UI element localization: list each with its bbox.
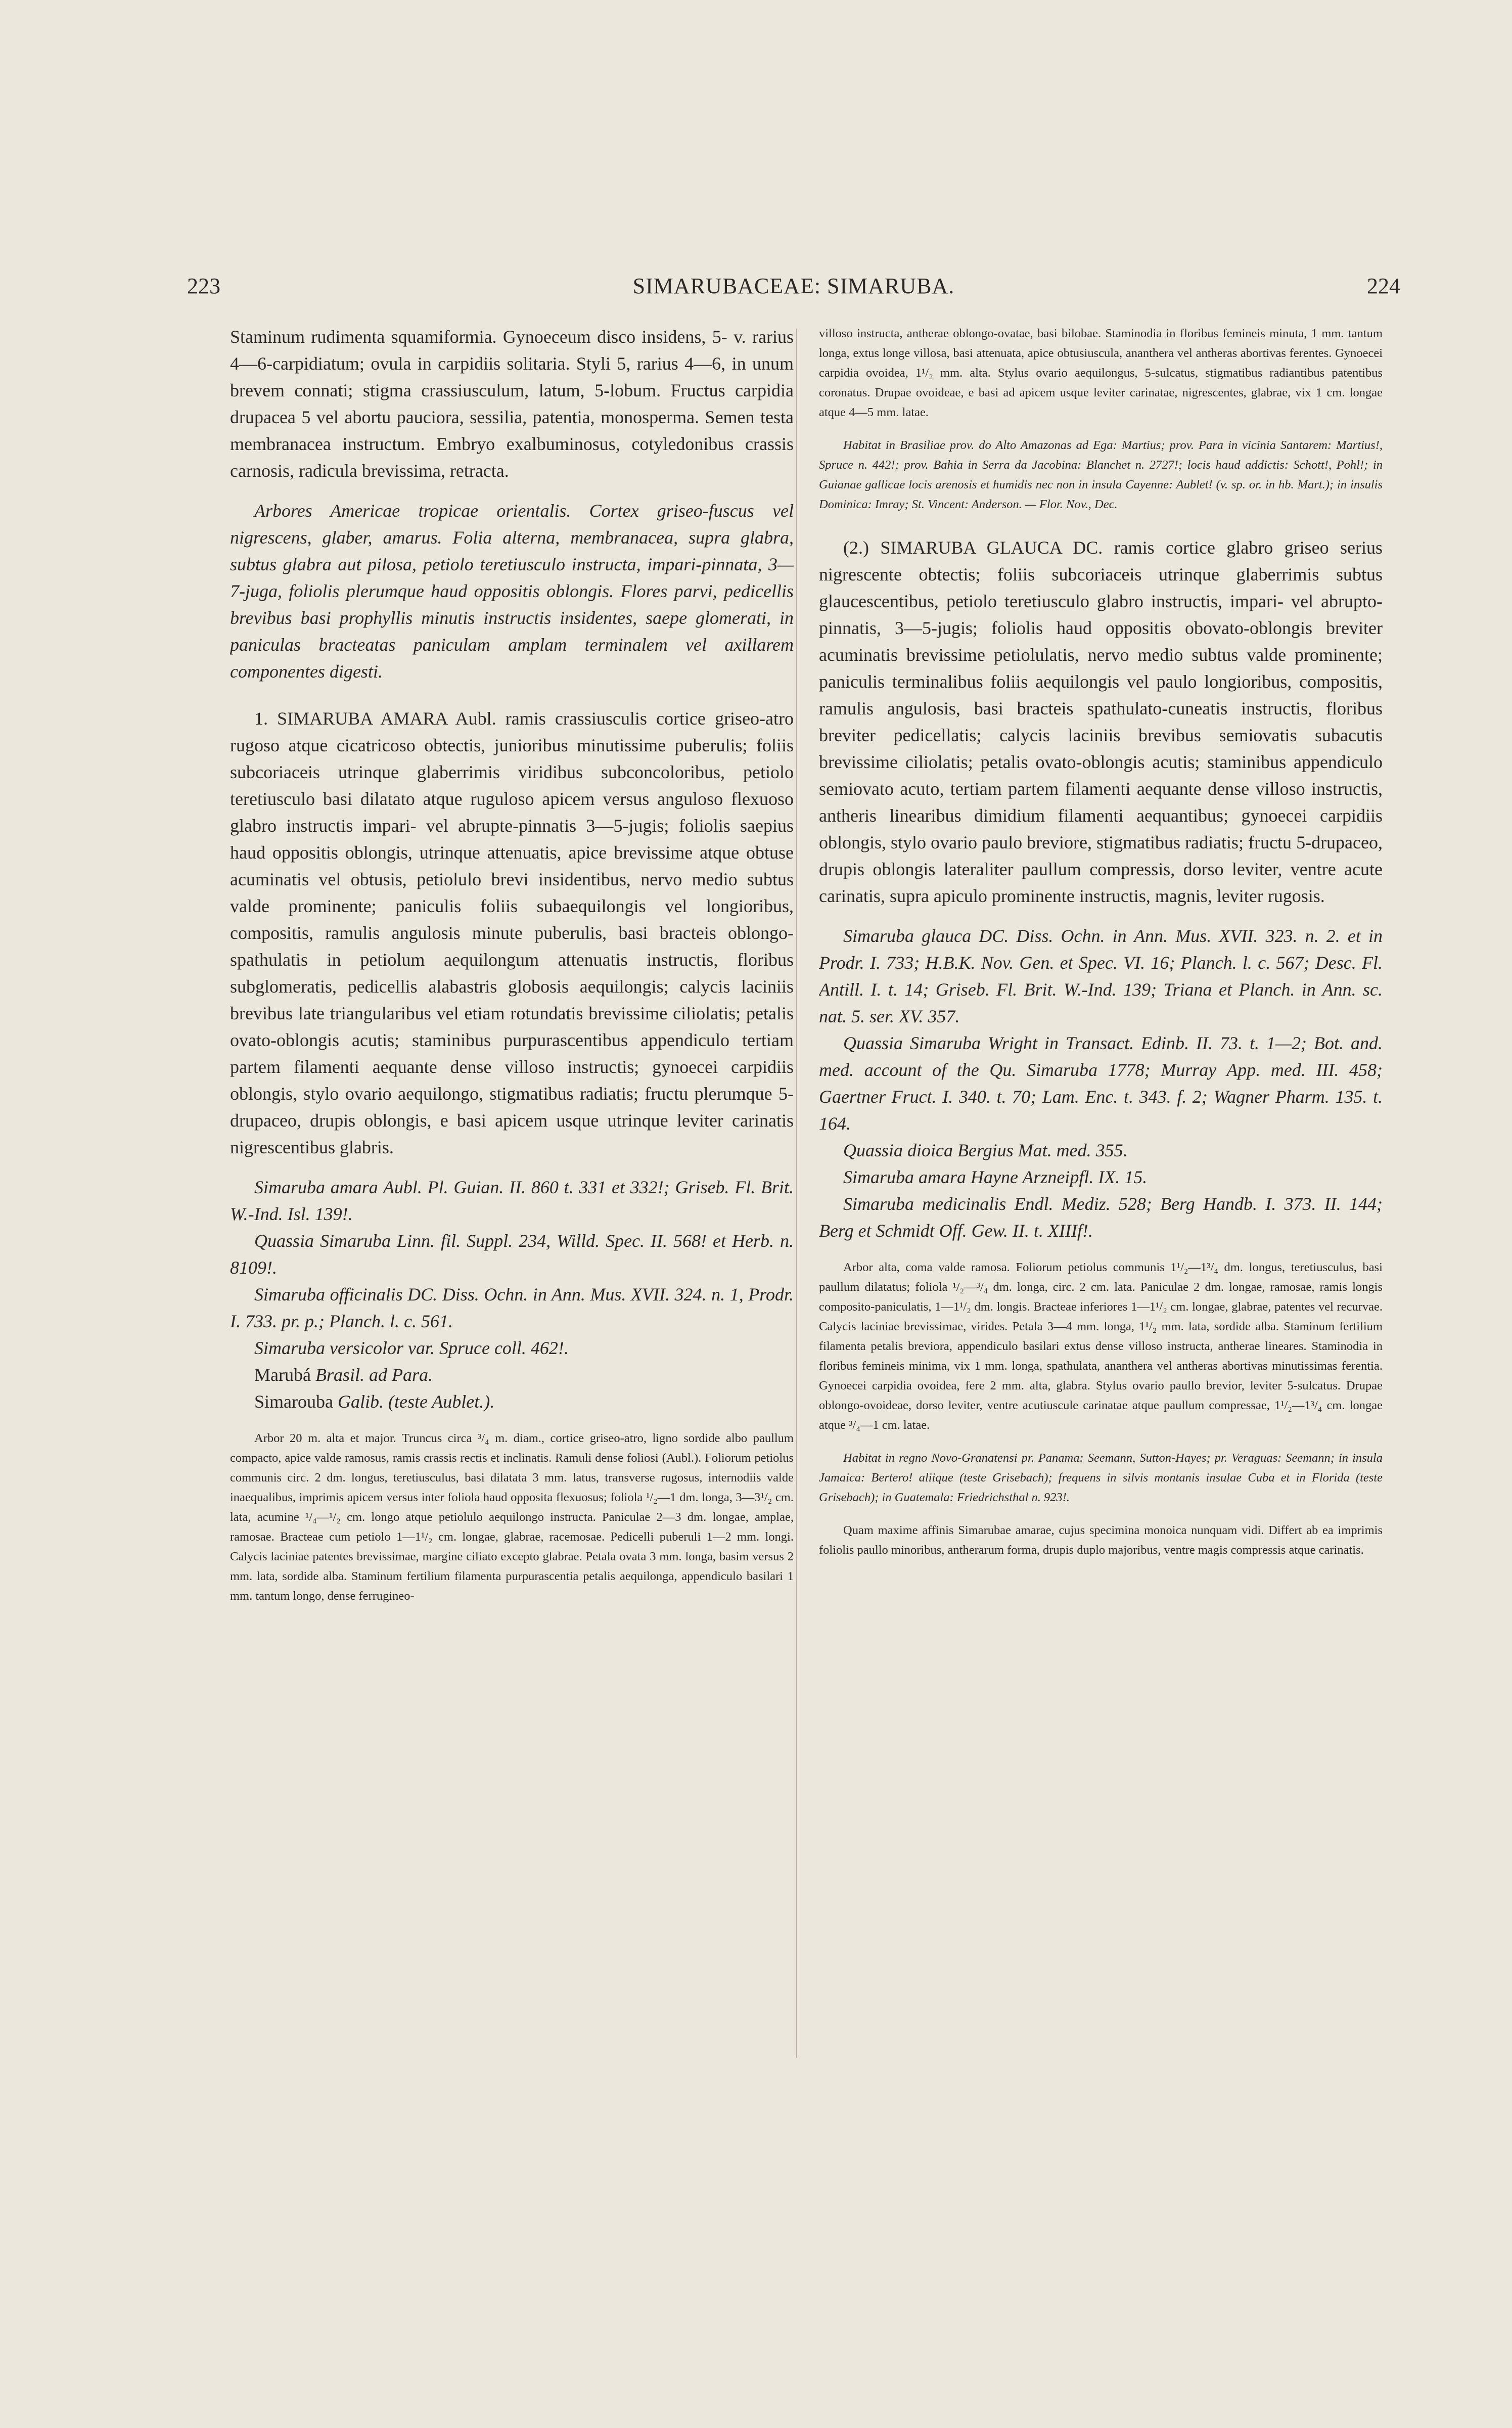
synonym-entry: Simaruba amara Hayne Arzneipfl. IX. 15. — [843, 1167, 1148, 1187]
synonym-entry: Quassia dioica Bergius Mat. med. 355. — [843, 1140, 1128, 1160]
synonym-entry: Quassia Simaruba Linn. fil. Suppl. 234, Willd. Spec. II. 568! et Herb. n. 8109!. — [230, 1231, 794, 1278]
synonym-entry: Simaruba versicolor var. Spruce coll. 462!. — [254, 1338, 569, 1358]
genus-habit: Arbores Americae tropicae orientalis. Cortex griseo-fuscus vel nigrescens, glaber, amarus. Folia alterna, membranacea, supra glabra, subtus glabra aut pilosa, petiolo teretiusculo instructa, impari-pinnata, 3—7-juga, foliolis plerumque haud oppositis oblongis. Flores parvi, pedicellis brevibus basi prophyllis minutis instructis insidentes, saepe glomerati, in paniculas bracteatas paniculam amplam terminalem vel axillarem componentes digesti. — [230, 501, 794, 682]
species-2-detail: Arbor alta, coma valde ramosa. Foliorum petiolus communis 1¹/₂—1³/₄ dm. longus, teretiusculus, basi paullum dilatatus; foliola ¹/₂—³/₄ dm. longa, circ. 2 cm. lata. Paniculae 2 dm. longae, ramosae, ramis longis composito-paniculatis, 1—1¹/₂ dm. longis. Bracteae inferiores 1—1¹/₂ cm. longae, glabrae, patentes vel recurvae. Calycis laciniae brevissimae, virides. Petala 3—4 mm. longa, 1¹/₂ mm. lata, sordide alba. Staminum fertilium filamenta petalis breviora, appendiculo basilari extus dense villoso instructa, antherae lineares. Staminodia in floribus femineis minima, vix 1 mm. longa, spathulata, ananthera vel antheras abortivas minutissimas ferentia. Gynoecei carpidia ovoidea, fere 2 mm. alta, glabra. Stylus ovario paullo brevior, leviter 5-sulcatus. Drupae oblongo-ovoideae, dorso leviter, ventre acutiuscule carinatae atque paullum compressae, 1¹/₂—1³/₄ cm. longae atque ³/₄—1 cm. latae. — [819, 1261, 1383, 1432]
species-2-habitat: Habitat in regno Novo-Granatensi pr. Panama: Seemann, Sutton-Hayes; pr. Veraguas: Seemann; in insula Jamaica: Bertero! aliique (teste Grisebach); frequens in silvis montanis insulae Cuba et in Florida (teste Grisebach); in Guatemala: Friedrichsthal n. 923!. — [819, 1451, 1383, 1504]
synonym-entry: Simaruba officinalis DC. Diss. Ochn. in Ann. Mus. XVII. 324. n. 1, Prodr. I. 733. pr. p.; Planch. l. c. 561. — [230, 1284, 794, 1331]
vernacular-name — [230, 1388, 794, 1415]
running-title: SIMARUBACEAE: SIMARUBA. — [632, 274, 955, 298]
synonym-entry: Simaruba amara Aubl. Pl. Guian. II. 860 t. 331 et 332!; Griseb. Fl. Brit. W.-Ind. Isl. 139!. — [230, 1177, 794, 1224]
species-2-synonyms — [819, 923, 1383, 1244]
species-1-habitat: Habitat in Brasiliae prov. do Alto Amazonas ad Ega: Martius; prov. Para in vicinia Santarem: Martius!, Spruce n. 442!; prov. Bahia in Serra da Jacobina: Blanchet n. 2727!; locis haud addictis: Schott!, Pohl!; in Guianae gallicae locis arenosis et humidis nec non in insula Cayenne: Aublet! (v. sp. or. in hb. Mart.); in insulis Dominica: Imray; St. Vincent: Anderson. — Flor. Nov., Dec. — [819, 438, 1383, 511]
vernacular-word: Marubá — [254, 1365, 311, 1385]
synonym-entry: Simaruba medicinalis Endl. Mediz. 528; Berg Handb. I. 373. II. 144; Berg et Schmidt Off. Gew. II. t. XIIIf!. — [819, 1194, 1383, 1241]
genus-description: Staminum rudimenta squamiformia. Gynoeceum disco insidens, 5- v. rarius 4—6-carpidiatum; ovula in carpidiis solitaria. Styli 5, rarius 4—6, in unum brevem connati; stigma crassiusculum, latum, 5-lobum. Fructus carpidia drupacea 5 vel abortu pauciora, sessilia, patentia, monosperma. Semen testa membranacea instructum. Embryo exalbuminosus, cotyledonibus crassis carnosis, radicula brevissima, retracta. — [230, 327, 794, 481]
species-1-detail-continued: villoso instructa, antherae oblongo-ovatae, basi bilobae. Staminodia in floribus femineis minuta, 1 mm. tantum longa, extus longe villosa, basi attenuata, apice obtusiuscula, ananthera vel antheras abortivas ferentes. Gynoecei carpidia ovoidea, 1¹/₂ mm. alta. Stylus ovario aequilongus, 5-sulcatus, stigmatibus radiantibus patentibus coronatus. Drupae ovoideae, e basi ad apicem usque leviter carinatae, nigrescentes, glabrae, vix 1 cm. longae atque 4—5 mm. latae. — [819, 327, 1383, 419]
page-number-right: 224 — [1367, 274, 1400, 298]
synonym-entry: Simaruba glauca DC. Diss. Ochn. in Ann. Mus. XVII. 323. n. 2. et in Prodr. I. 733; H.B.K. Nov. Gen. et Spec. VI. 16; Planch. l. c. 567; Desc. Fl. Antill. I. t. 14; Griseb. Fl. Brit. W.-Ind. 139; Triana et Planch. in Ann. sc. nat. 5. ser. XV. 357. — [819, 926, 1383, 1026]
species-1-synonyms — [230, 1174, 794, 1415]
vernacular-name — [230, 1362, 794, 1388]
running-header — [187, 273, 1400, 308]
species-2-note: Quam maxime affinis Simarubae amarae, cujus specimina monoica nunquam vidi. Differt ab ea imprimis foliolis paullo minoribus, antherarum forma, drupis duplo majoribus, ventre magis compressis atque carinatis. — [819, 1523, 1383, 1557]
vernacular-place: Brasil. ad Para. — [315, 1365, 433, 1385]
species-1-detail: Arbor 20 m. alta et major. Truncus circa ³/₄ m. diam., cortice griseo-atro, ligno sordide albo paullum compacto, apice valde ramosus, ramis crassis rectis et inclinatis. Ramuli dense foliosi (Aubl.). Foliorum petiolus communis circ. 2 dm. longus, teretiusculus, basi dilatata 3 mm. latus, transverse rugosus, internodiis valde inaequalibus, imprimis apicem versus inter foliola haud opposita flexuosus; foliola ¹/₂—1 dm. longa, 3—3¹/₂ cm. lata, acumine ¹/₄—¹/₂ cm. longo atque petiolulo aequilongo instructa. Paniculae 2—3 dm. longae, amplae, ramosae. Bracteae cum petiolo 1—1¹/₂ cm. longae, glabrae, racemosae. Pedicelli puberuli 1—2 mm. longi. Calycis laciniae patentes brevissimae, margine ciliato excepto glabrae. Petala ovata 3 mm. longa, basim versus 2 mm. lata, sordide alba. Staminum fertilium filamenta purpurascentia petalis aequilonga, appendiculo basilari 1 mm. tantum longo, dense ferrugineo- — [230, 1431, 794, 1603]
species-2-description: (2.) SIMARUBA GLAUCA DC. ramis cortice glabro griseo serius nigrescente obtectis; foliis subcoriaceis utrinque glaberrimis subtus glaucescentibus, petiolo teretiusculo glabro instructis, impari- vel abrupto-pinnatis, 3—5-jugis; foliolis haud oppositis obovato-oblongis breviter acuminatis brevissime petiolulatis, nervo medio subtus valde prominente; paniculis terminalibus foliis aequilongis vel paulo longioribus, compositis, ramulis angulosis, basi bracteis spathulato-cuneatis instructis, floribus breviter pedicellatis; calycis laciniis brevibus semiovatis subacutis brevissime ciliolatis; petalis ovato-oblongis acutis; staminibus appendiculo semiovato acuto, tertiam partem filamenti aequante dense villoso instructis, antheris linearibus dimidium filamenti aequantibus; gynoecei carpidiis oblongis, stylo ovario paulo breviore, stigmatibus radiatis; fructu 5-drupaceo, drupis oblongis lateraliter paullum compressis, dorso leviter, ventre acute carinatis, supra apiculo prominente instructis, magnis, leviter rugosis. — [819, 537, 1383, 906]
right-column — [819, 324, 1383, 2093]
page-number-left: 223 — [187, 274, 220, 298]
vernacular-word: Simarouba — [254, 1391, 333, 1412]
species-1-description: 1. SIMARUBA AMARA Aubl. ramis crassiusculis cortice griseo-atro rugoso atque cicatricoso obtectis, junioribus minutissime puberulis; foliis subcoriaceis utrinque glaberrimis viridibus subconcoloribus, petiolo teretiusculo basi dilatato atque ruguloso apicem versus anguloso flexuoso glabro instructis impari- vel abrupte-pinnatis 3—5-jugis; foliolis saepius haud oppositis oblongis, utrinque attenuatis, apice brevissime atque obtuse acuminatis vel obtusis, petiolulo brevi insidentibus, nervo medio subtus valde prominente; paniculis foliis subaequilongis vel longioribus, compositis, ramulis angulosis minute puberulis, basi bracteis oblongo-spathulatis in petiolum aequilongum attenuatis instructis, floribus subglomeratis, pedicellis alabastris globosis aequilongis; calycis laciniis brevibus late triangularibus vel etiam rotundatis brevissime ciliolatis; petalis ovato-oblongis acutis; staminibus purpurascentibus appendiculo tertiam partem filamenti aequante dense villoso instructis; gynoecei carpidiis oblongis, stylo ovario aequilongo, stigmatibus radiatis; fructu plerumque 5-drupaceo, drupis oblongis, e basi apicem usque utrinque leviter carinatis nigrescentibus glabris. — [230, 708, 794, 1157]
left-column — [230, 324, 794, 2093]
synonym-entry: Quassia Simaruba Wright in Transact. Edinb. II. 73. t. 1—2; Bot. and. med. account of the Qu. Simaruba 1778; Murray App. med. III. 458; Gaertner Fruct. I. 340. t. 70; Lam. Enc. t. 343. f. 2; Wagner Pharm. 135. t. 164. — [819, 1033, 1383, 1134]
vernacular-place: Galib. (teste Aublet.). — [337, 1391, 495, 1412]
column-divider — [796, 329, 797, 2058]
